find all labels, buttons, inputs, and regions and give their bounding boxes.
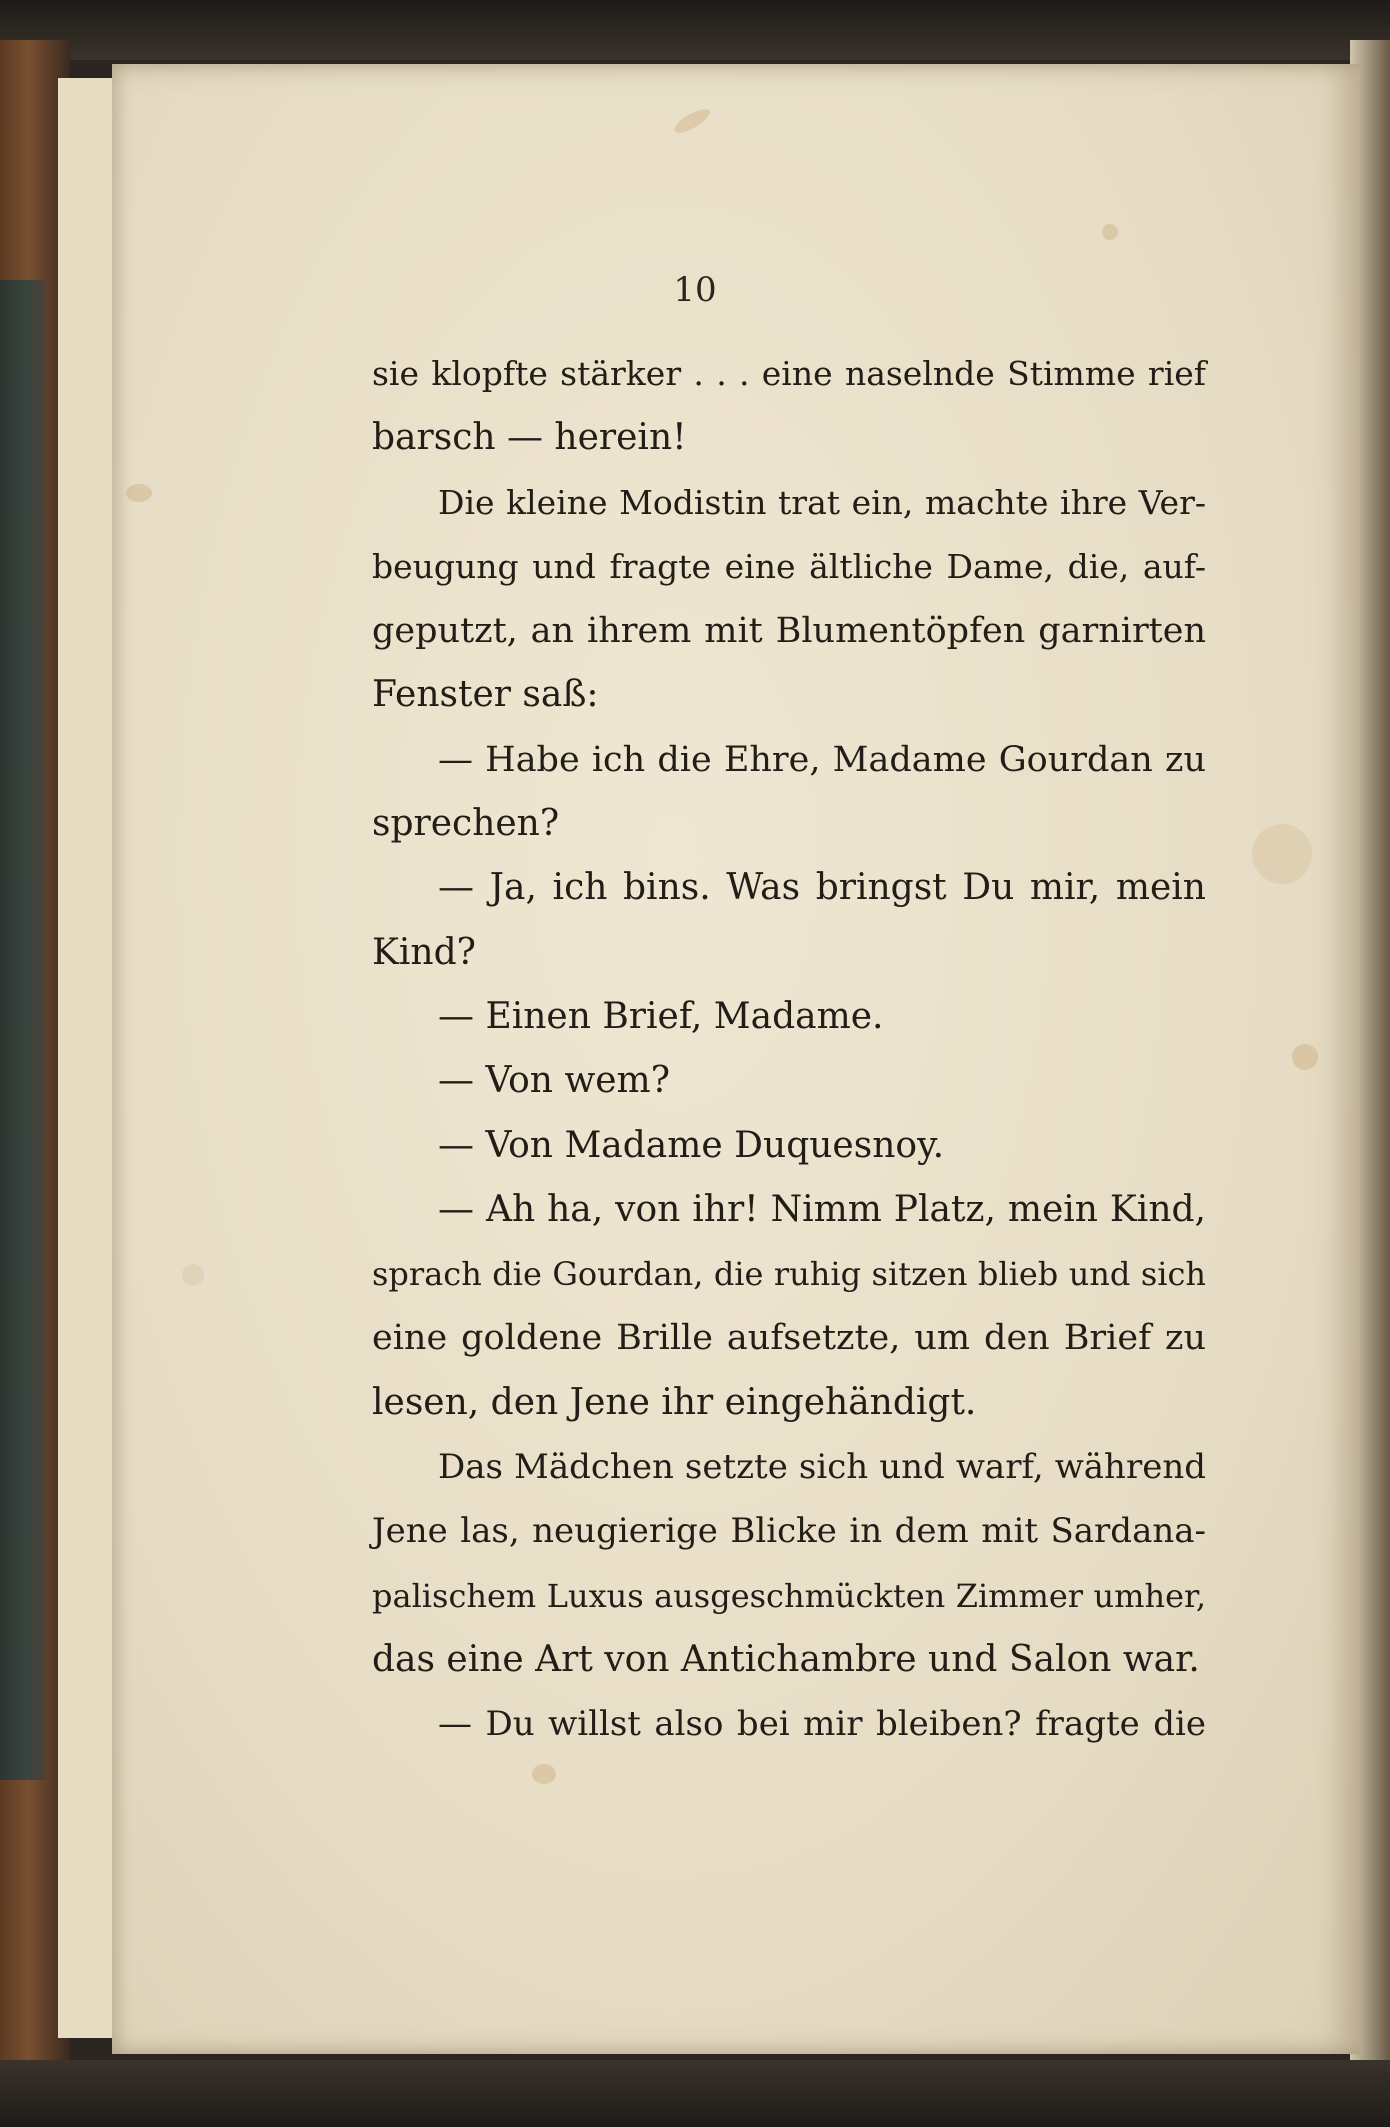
text-line: Die kleine Modistin trat ein, machte ihre Ver-	[438, 482, 1206, 522]
paper-stain	[1102, 224, 1118, 240]
text-line: geputzt, an ihrem mit Blumentöpfen garnirten	[372, 611, 1206, 652]
text-line: — Du willst also bei mir bleiben? fragte die	[438, 1704, 1206, 1745]
paper-stain	[671, 105, 713, 137]
paper-stain	[182, 1264, 204, 1286]
paper-stain	[1292, 1044, 1318, 1070]
text-line: sprach die Gourdan, die ruhig sitzen blieb und sich	[372, 1255, 1206, 1294]
text-line: — Habe ich die Ehre, Madame Gourdan zu	[438, 739, 1206, 780]
text-line: — Von wem?	[438, 1060, 670, 1102]
text-line: sie klopfte stärker . . . eine naselnde Stimme rief	[372, 354, 1206, 393]
text-line: Das Mädchen setzte sich und warf, während	[438, 1447, 1206, 1488]
text-line: — Einen Brief, Madame.	[438, 995, 884, 1037]
paper-stain	[126, 484, 152, 502]
text-line: das eine Art von Antichambre und Salon war.	[372, 1638, 1200, 1680]
paper-stain	[532, 1764, 556, 1784]
text-line: palischem Luxus ausgeschmückten Zimmer umher,	[372, 1576, 1206, 1615]
page-number: 10	[673, 270, 717, 310]
book-cover-top	[0, 0, 1390, 60]
text-line: beugung und fragte eine ältliche Dame, die, auf-	[372, 546, 1206, 586]
text-line: sprechen?	[372, 803, 560, 845]
paper-stain	[1252, 824, 1312, 884]
page-body-text	[372, 342, 1206, 1757]
text-line: eine goldene Brille aufsetzte, um den Brief zu	[372, 1318, 1206, 1359]
text-line: lesen, den Jene ihr eingehändigt.	[372, 1381, 977, 1423]
book-cover-left-cloth	[0, 280, 45, 1780]
book-cover-bottom	[0, 2060, 1390, 2127]
text-line: Jene las, neugierige Blicke in dem mit Sardana-	[372, 1511, 1206, 1552]
text-line: Kind?	[372, 931, 476, 973]
text-line: — Ah ha, von ihr! Nimm Platz, mein Kind,	[438, 1188, 1206, 1230]
text-line: — Von Madame Duquesnoy.	[438, 1124, 945, 1166]
text-line: Fenster saß:	[372, 674, 599, 716]
text-line: — Ja, ich bins. Was bringst Du mir, mein	[438, 867, 1206, 909]
text-line: barsch — herein!	[372, 417, 687, 459]
